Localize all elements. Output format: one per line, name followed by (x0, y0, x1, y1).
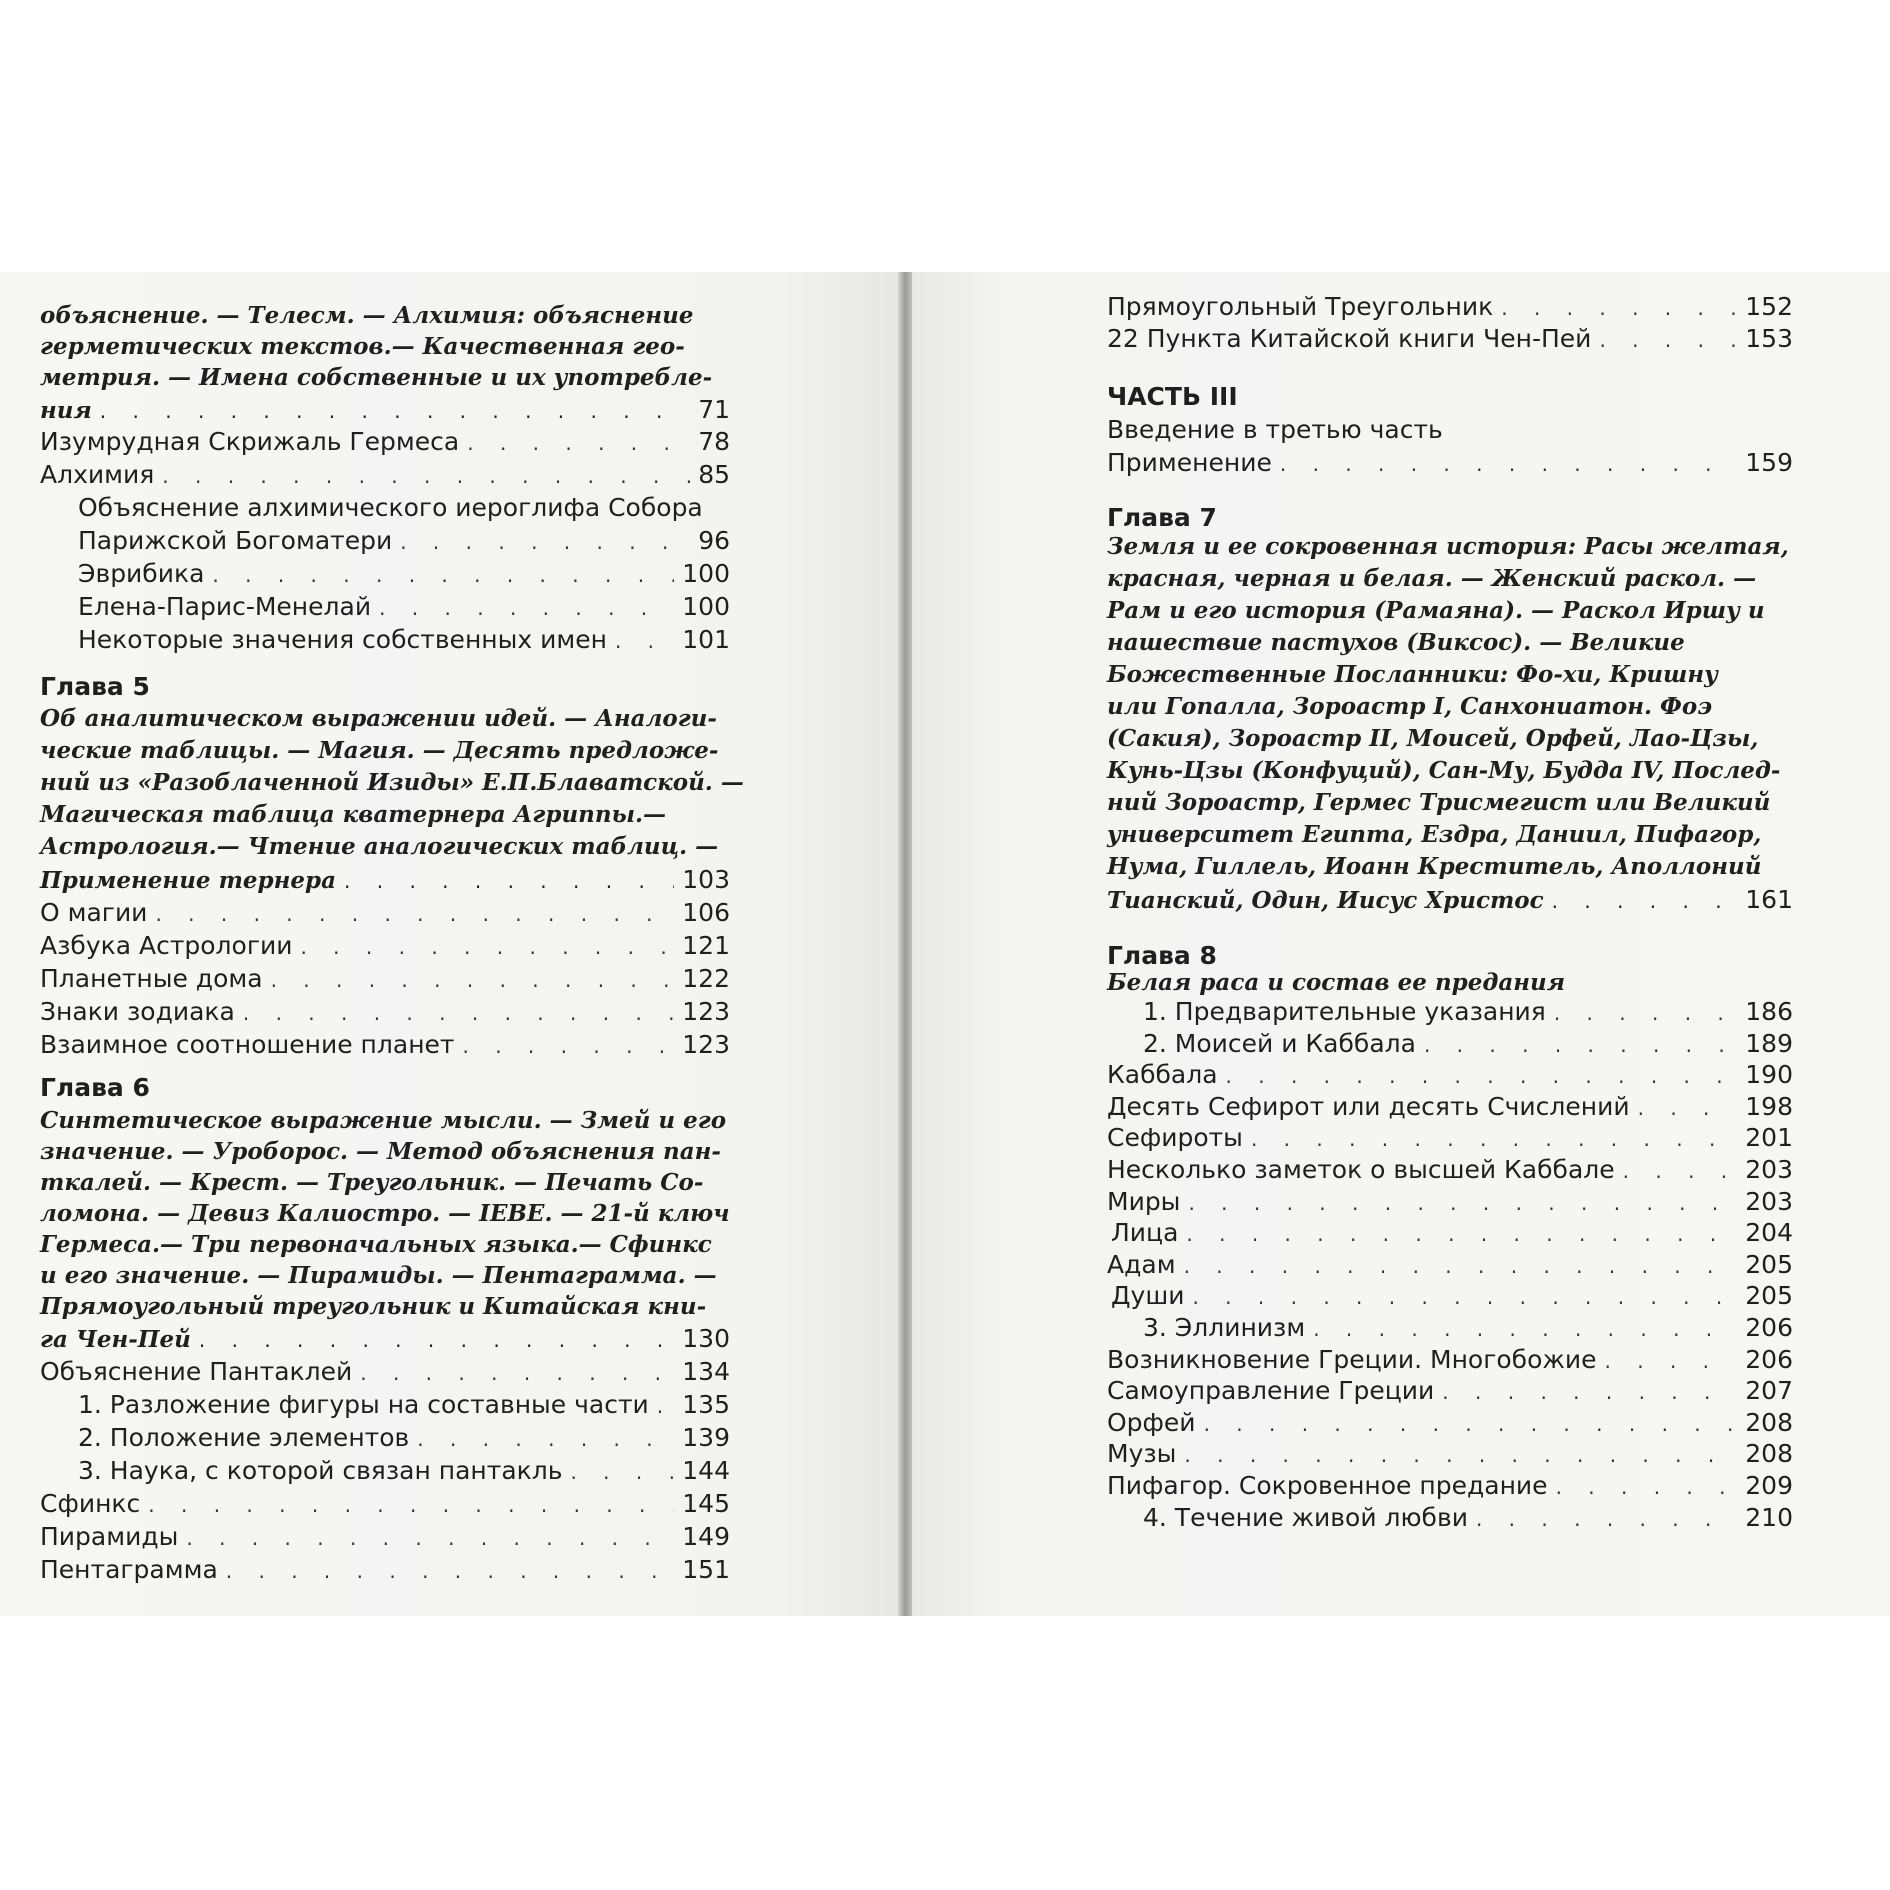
page-number: 153 (1745, 324, 1793, 353)
toc-description-line: ческие таблицы. — Магия. — Десять предложе- (40, 737, 719, 764)
toc-entry (40, 896, 730, 930)
chapter-heading: Глава 8 (1107, 941, 1217, 970)
page-number: 201 (1745, 1123, 1793, 1153)
page-number: 103 (682, 865, 730, 894)
entry-title: Применение (1107, 448, 1272, 477)
leader-dots (1554, 996, 1737, 1030)
right-page (912, 272, 1890, 1616)
page-number: 78 (698, 427, 730, 456)
entry-title: Сфинкс (40, 1489, 141, 1518)
toc-entry (1107, 1437, 1793, 1471)
page-number: 149 (682, 1522, 730, 1551)
toc-entry (1107, 1248, 1793, 1282)
entry-title: Каббала (1107, 1060, 1218, 1090)
page-number: 210 (1745, 1502, 1793, 1532)
leader-dots (1605, 1344, 1738, 1378)
page-number: 144 (682, 1456, 730, 1485)
toc-description-line: Гермеса.— Три первоначальных языка.— Сфинкс (40, 1231, 712, 1258)
leader-dots (1313, 1312, 1737, 1346)
page-number: 204 (1745, 1218, 1793, 1248)
toc-description-line: Магическая таблица кватернера Агриппы.— (40, 801, 667, 828)
toc-entry (40, 425, 730, 459)
toc-entry (1107, 1058, 1793, 1092)
entry-title: Десять Сефирот или десять Счислений (1107, 1091, 1630, 1121)
leader-dots (226, 1554, 675, 1588)
leader-dots (1501, 291, 1737, 325)
entry-title: Взаимное соотношение планет (40, 1030, 455, 1059)
toc-description-line: красная, черная и белая. — Женский раскол. — (1107, 565, 1757, 592)
left-toc (0, 272, 900, 1616)
page-number: 159 (1745, 448, 1793, 477)
leader-dots (615, 624, 674, 658)
entry-title: Миры (1107, 1186, 1181, 1216)
toc-description-line: Земля и ее сокровенная история: Расы желтая, (1107, 533, 1789, 560)
toc-entry (40, 929, 730, 963)
toc-entry (40, 1028, 730, 1062)
toc-entry (1107, 446, 1793, 480)
leader-dots (417, 1422, 674, 1456)
entry-title: Адам (1107, 1249, 1176, 1279)
toc-entry (40, 863, 730, 897)
entry-title: Применение тернера (40, 867, 337, 894)
page-number: 100 (682, 592, 730, 621)
entry-title: Сефироты (1107, 1123, 1243, 1153)
page-number: 134 (682, 1357, 730, 1386)
page-number: 135 (682, 1390, 730, 1419)
entry-title: 22 Пункта Китайской книги Чен-Пей (1107, 324, 1592, 353)
toc-entry (1107, 1406, 1793, 1440)
leader-dots (467, 426, 690, 460)
leader-dots (1556, 1470, 1738, 1504)
book-spread (0, 272, 1890, 1616)
leader-dots (212, 558, 674, 592)
toc-entry (1107, 1343, 1793, 1377)
toc-entry (1107, 290, 1793, 324)
entry-title: Пентаграмма (40, 1555, 218, 1584)
leader-dots (1184, 1249, 1738, 1283)
leader-dots (148, 1488, 674, 1522)
leader-dots (1623, 1154, 1738, 1188)
leader-dots (570, 1455, 674, 1489)
page-number: 151 (682, 1555, 730, 1584)
leader-dots (1599, 323, 1737, 357)
toc-entry (40, 995, 730, 1029)
leader-dots (657, 1389, 675, 1423)
entry-title: 3. Эллинизм (1143, 1313, 1306, 1342)
entry-title: Возникновение Греции. Многобожие (1107, 1344, 1597, 1374)
page-number: 189 (1745, 1028, 1793, 1058)
toc-description-line: Нума, Гиллель, Иоанн Креститель, Аполлоний (1107, 853, 1762, 880)
toc-description-line: ткалей. — Крест. — Треугольник. — Печать Со- (40, 1169, 704, 1196)
page-number: 208 (1745, 1439, 1793, 1469)
page-number: 206 (1745, 1313, 1793, 1342)
page-number: 161 (1745, 885, 1793, 914)
toc-entry (40, 458, 730, 492)
leader-dots (186, 1521, 674, 1555)
entry-title: Орфей (1107, 1407, 1196, 1437)
entry-title: Изумрудная Скрижаль Гермеса (40, 427, 460, 456)
leader-dots (1638, 1091, 1738, 1125)
page-number: 101 (682, 625, 730, 654)
toc-description-line: герметических текстов.— Качественная гео- (40, 333, 685, 360)
leader-dots (243, 996, 674, 1030)
page-number: 106 (682, 898, 730, 927)
leader-dots (1192, 1280, 1737, 1314)
entry-title: 2. Моисей и Каббала (1143, 1028, 1416, 1058)
leader-dots (1251, 1122, 1737, 1156)
page-number: 186 (1745, 997, 1793, 1026)
leader-dots (155, 897, 674, 931)
leader-dots (360, 1356, 674, 1390)
toc-description-line: метрия. — Имена собственные и их употребле- (40, 364, 713, 391)
entry-title: Алхимия (40, 460, 155, 489)
leader-dots (379, 591, 674, 625)
toc-description-line: ний из «Разоблаченной Изиды» Е.П.Блаватской. — (40, 769, 744, 796)
toc-description-line: ломона. — Девиз Калиостро. — IEBE. — 21-й ключ (40, 1200, 730, 1227)
toc-entry (40, 1553, 730, 1587)
toc-description-line: (Сакия), Зороастр II, Моисей, Орфей, Лао-Цзы, (1107, 725, 1759, 752)
part-heading: ЧАСТЬ III (1107, 382, 1238, 411)
toc-subentry (78, 557, 730, 591)
toc-description-line: объяснение. — Телесм. — Алхимия: объяснение (40, 302, 694, 329)
entry-title: Объяснение Пантаклей (40, 1357, 353, 1386)
toc-description-line: и его значение. — Пирамиды. — Пентаграмма. — (40, 1262, 717, 1289)
page-number: 152 (1745, 292, 1793, 321)
page-number: 205 (1745, 1281, 1793, 1311)
page-number: 208 (1745, 1407, 1793, 1437)
toc-entry-continued: Введение в третью часть (1107, 415, 1443, 444)
page-number: 100 (682, 559, 730, 588)
toc-subentry (1143, 995, 1793, 1029)
leader-dots (1226, 1059, 1738, 1093)
entry-title: Пирамиды (40, 1522, 179, 1551)
toc-description-line: Астрология.— Чтение аналогических таблиц. — (40, 833, 719, 860)
entry-title: Парижской Богоматери (78, 526, 393, 555)
toc-entry (40, 1520, 730, 1554)
chapter-subtitle: Белая раса и состав ее предания (1107, 969, 1566, 996)
leader-dots (271, 963, 675, 997)
page-number: 130 (682, 1324, 730, 1353)
entry-title: 1. Разложение фигуры на составные части (78, 1390, 649, 1419)
leader-dots (1552, 884, 1738, 918)
toc-entry (1107, 1090, 1793, 1124)
toc-description-line: Синтетическое выражение мысли. — Змей и его (40, 1107, 727, 1134)
page-number: 96 (698, 526, 730, 555)
entry-title: ния (40, 397, 92, 424)
toc-description-line: Об аналитическом выражении идей. — Аналоги- (40, 705, 717, 732)
left-page (0, 272, 900, 1616)
chapter-heading: Глава 7 (1107, 503, 1217, 532)
toc-description-line: Прямоугольный треугольник и Китайская кни- (40, 1293, 707, 1320)
toc-subentry (78, 1454, 730, 1488)
toc-entry (40, 1355, 730, 1389)
entry-title: 4. Течение живой любви (1143, 1502, 1468, 1532)
entry-title: Пифагор. Сокровенное предание (1107, 1471, 1548, 1500)
toc-entry (1107, 1153, 1793, 1187)
page-number: 209 (1745, 1471, 1793, 1500)
page-number: 85 (698, 460, 730, 489)
page-number: 145 (682, 1489, 730, 1518)
leader-dots (199, 1323, 674, 1357)
toc-description-line: Рам и его история (Рамаяна). — Раскол Иршу и (1107, 597, 1765, 624)
entry-title: 2. Положение элементов (78, 1423, 410, 1452)
toc-description-line: университет Египта, Ездра, Даниил, Пифагор, (1107, 821, 1762, 848)
entry-title: га Чен-Пей (40, 1326, 191, 1353)
page-number: 206 (1745, 1344, 1793, 1374)
page-number: 203 (1745, 1186, 1793, 1216)
entry-title: Души (1111, 1281, 1185, 1311)
toc-entry (40, 393, 730, 427)
toc-subentry (1143, 1311, 1793, 1345)
leader-dots (1424, 1028, 1737, 1062)
entry-title: Азбука Астрологии (40, 931, 293, 960)
page-number: 205 (1745, 1249, 1793, 1279)
toc-entry (1107, 883, 1793, 917)
leader-dots (1442, 1375, 1737, 1409)
entry-title: Прямоугольный Треугольник (1107, 292, 1494, 321)
leader-dots (1280, 447, 1737, 481)
entry-title: О магии (40, 898, 148, 927)
leader-dots (463, 1029, 675, 1063)
toc-entry (1107, 1185, 1793, 1219)
toc-subentry (1143, 1501, 1793, 1535)
toc-subentry (78, 1421, 730, 1455)
toc-entry (40, 1487, 730, 1521)
leader-dots (1188, 1186, 1737, 1220)
page-number: 203 (1745, 1155, 1793, 1184)
page-number: 123 (682, 1030, 730, 1059)
toc-entry (1107, 1469, 1793, 1503)
toc-entry (1111, 1279, 1793, 1313)
entry-title: Елена-Парис-Менелай (78, 592, 372, 621)
page-number: 198 (1745, 1091, 1793, 1121)
page-number: 123 (682, 997, 730, 1026)
toc-description-line: Божественные Посланники: Фо-хи, Кришну (1107, 661, 1718, 688)
entry-title: Тианский, Один, Иисус Христос (1107, 887, 1544, 914)
entry-title: Лица (1111, 1218, 1179, 1248)
page-number: 207 (1745, 1376, 1793, 1406)
leader-dots (100, 394, 690, 428)
chapter-heading: Глава 5 (40, 672, 150, 701)
toc-subentry (78, 524, 730, 558)
toc-subentry (78, 1388, 730, 1422)
page-number: 71 (698, 395, 730, 424)
entry-title: 1. Предварительные указания (1143, 997, 1546, 1026)
toc-entry (1107, 322, 1793, 356)
toc-description-line: нашествие пастухов (Виксос). — Великие (1107, 629, 1685, 656)
entry-title: Эврибика (78, 559, 205, 588)
toc-entry (1111, 1216, 1793, 1250)
entry-title: Некоторые значения собственных имен (78, 625, 607, 654)
entry-title: 3. Наука, с которой связан пантакль (78, 1456, 563, 1485)
toc-entry-continued: Объяснение алхимического иероглифа Собора (78, 493, 703, 522)
page-number: 190 (1745, 1060, 1793, 1090)
entry-title: Самоуправление Греции (1107, 1376, 1435, 1406)
leader-dots (162, 459, 690, 493)
toc-description-line: значение. — Уроборос. — Метод объяснения пан- (40, 1138, 721, 1165)
toc-subentry (1143, 1027, 1793, 1061)
toc-entry (1107, 1374, 1793, 1408)
toc-subentry (78, 590, 730, 624)
right-toc (912, 272, 1890, 1616)
leader-dots (1184, 1438, 1737, 1472)
leader-dots (400, 525, 690, 559)
leader-dots (344, 864, 674, 898)
page-number: 122 (682, 964, 730, 993)
leader-dots (1186, 1217, 1737, 1251)
toc-subentry (78, 623, 730, 657)
page-number: 121 (682, 931, 730, 960)
toc-description-line: ний Зороастр, Гермес Трисмегист или Великий (1107, 789, 1771, 816)
leader-dots (1476, 1502, 1737, 1536)
entry-title: Несколько заметок о высшей Каббале (1107, 1155, 1615, 1184)
toc-entry (40, 962, 730, 996)
entry-title: Планетные дома (40, 964, 263, 993)
toc-description-line: Кунь-Цзы (Конфуций), Сан-Му, Будда IV, Послед- (1107, 757, 1781, 784)
toc-description-line: или Гопалла, Зороастр I, Санхониатон. Фоэ (1107, 693, 1713, 720)
toc-entry (1107, 1121, 1793, 1155)
leader-dots (1204, 1407, 1738, 1441)
entry-title: Музы (1107, 1439, 1177, 1469)
chapter-heading: Глава 6 (40, 1073, 150, 1102)
entry-title: Знаки зодиака (40, 997, 235, 1026)
leader-dots (300, 930, 674, 964)
toc-entry (40, 1322, 730, 1356)
page-number: 139 (682, 1423, 730, 1452)
